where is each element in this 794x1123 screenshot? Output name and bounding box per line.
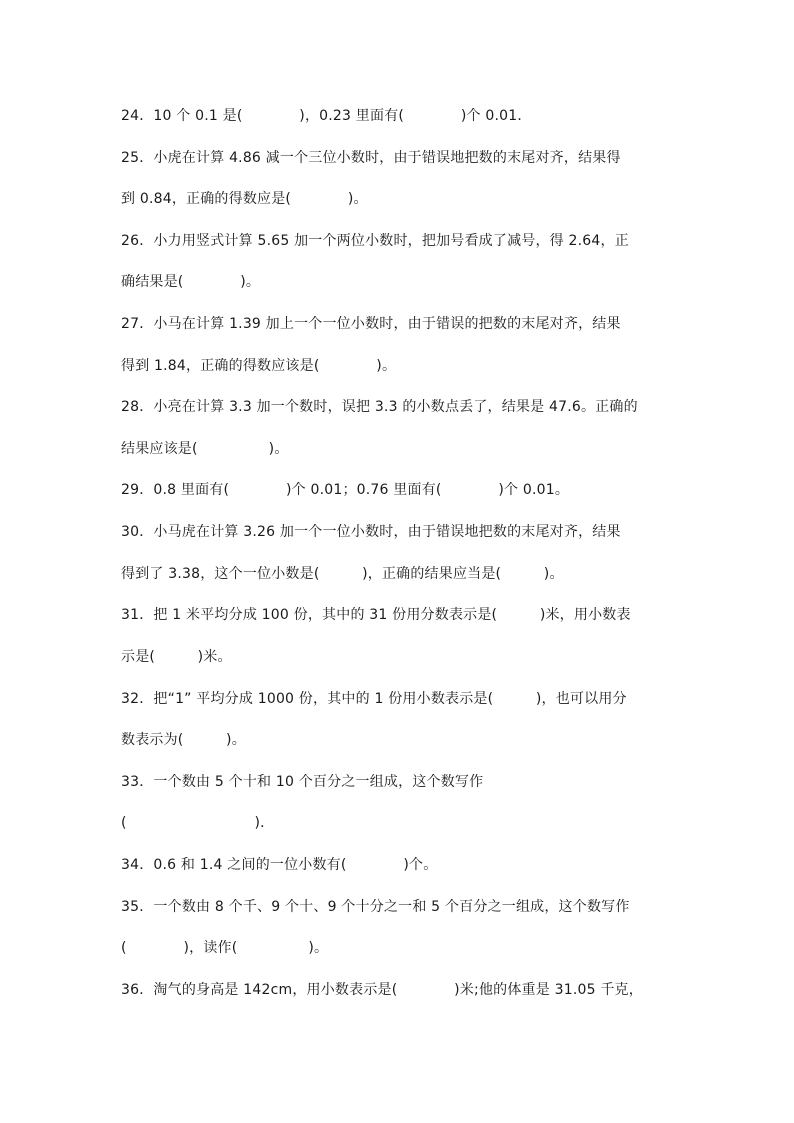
question-30-line-2: 得到了 3.38，这个一位小数是( )，正确的结果应当是( )。	[121, 566, 564, 582]
question-36-line-1: 36．淘气的身高是 142cm，用小数表示是( )米;他的体重是 31.05 千克，	[121, 982, 643, 998]
question-33-line-2: ( )．	[121, 815, 275, 831]
question-30-line-1: 30．小马虎在计算 3.26 加一个一位小数时，由于错误地把数的末尾对齐，结果	[121, 524, 621, 540]
question-35-line-1: 35．一个数由 8 个千、9 个十、9 个十分之一和 5 个百分之一组成，这个数写作	[121, 899, 630, 915]
question-29-line-1: 29．0.8 里面有( )个 0.01；0.76 里面有( )个 0.01。	[121, 482, 570, 498]
question-34-line-1: 34．0.6 和 1.4 之间的一位小数有( )个。	[121, 857, 438, 873]
question-33-line-1: 33．一个数由 5 个十和 10 个百分之一组成，这个数写作	[121, 774, 484, 790]
question-25-line-1: 25．小虎在计算 4.86 减一个三位小数时，由于错误地把数的末尾对齐，结果得	[121, 150, 621, 166]
question-31-line-2: 示是( )米。	[121, 649, 232, 665]
question-28-line-1: 28．小亮在计算 3.3 加一个数时，误把 3.3 的小数点丢了，结果是 47.6。正确的	[121, 399, 638, 415]
question-32-line-1: 32．把“1” 平均分成 1000 份，其中的 1 份用小数表示是( )，也可以用分	[121, 691, 627, 707]
question-35-line-2: ( )，读作( )。	[121, 940, 329, 956]
question-31-line-1: 31．把 1 米平均分成 100 份，其中的 31 份用分数表示是( )米，用小数表	[121, 607, 631, 623]
question-32-line-2: 数表示为( )。	[121, 732, 246, 748]
question-27-line-1: 27．小马在计算 1.39 加上一个一位小数时，由于错误的把数的末尾对齐，结果	[121, 316, 621, 332]
question-28-line-2: 结果应该是( )。	[121, 441, 289, 457]
question-25-line-2: 到 0.84，正确的得数应是( )。	[121, 191, 368, 207]
question-24-line-1: 24．10 个 0.1 是( )，0.23 里面有( )个 0.01．	[121, 108, 532, 124]
question-27-line-2: 得到 1.84，正确的得数应该是( )。	[121, 358, 397, 374]
question-26-line-1: 26．小力用竖式计算 5.65 加一个两位小数时，把加号看成了减号，得 2.64，正	[121, 233, 629, 249]
question-26-line-2: 确结果是( )。	[121, 274, 261, 290]
